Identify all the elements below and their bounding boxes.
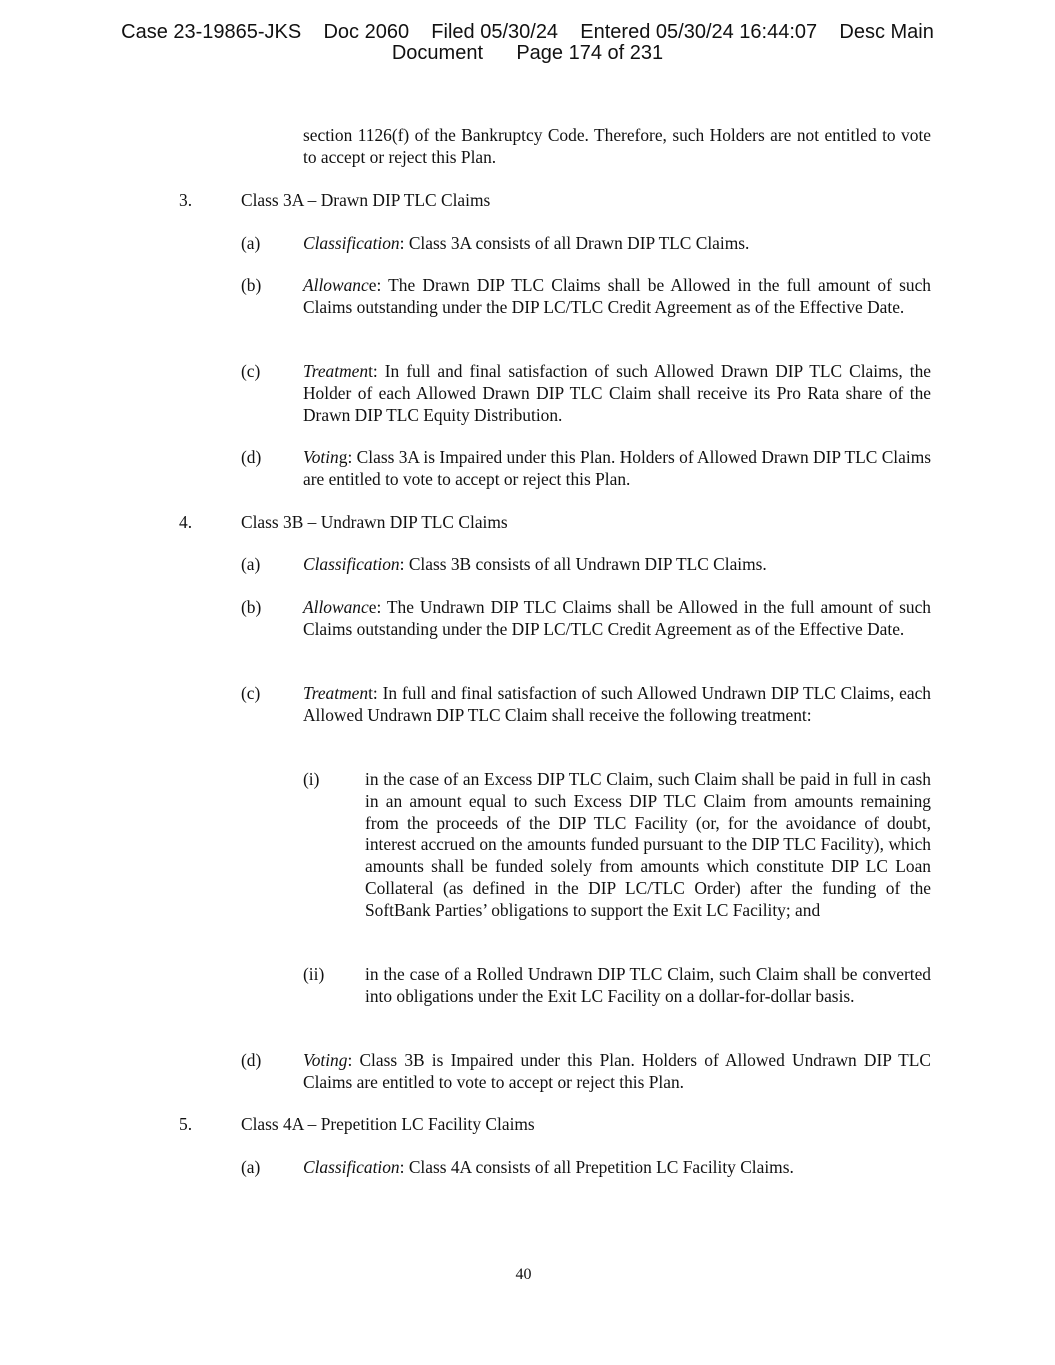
item-lead-tail: t: [368, 683, 373, 703]
item-text: : In full and final satisfaction of such Allowed Undrawn DIP TLC Claims, each Allowed Undrawn DIP TLC Claim shall receive the following treatment:: [303, 683, 931, 725]
item-lead: Votin: [303, 447, 339, 467]
item-marker: (b): [241, 597, 262, 617]
section-title: Class 3B – Undrawn DIP TLC Claims: [241, 512, 508, 532]
item-lead-tail: e: [368, 597, 377, 617]
page-number: 40: [515, 1266, 532, 1283]
subitem-paragraph: in the case of a Rolled Undrawn DIP TLC Claim, such Claim shall be converted into obligations under the Exit LC Facility on a dollar-for-dollar basis.: [365, 964, 931, 1006]
item-text: : Class 4A consists of all Prepetition LC Facility Claims.: [399, 1157, 794, 1177]
intro-paragraph: section 1126(f) of the Bankruptcy Code. Therefore, such Holders are not entitled to vote to accept or reject this Plan.: [303, 125, 931, 167]
item-paragraph: [303, 233, 931, 255]
item-text: : Class 3A is Impaired under this Plan. Holders of Allowed Drawn DIP TLC Claims are entitled to vote to accept or reject this Plan.: [303, 447, 931, 489]
item-lead: Treatmen: [303, 683, 369, 703]
subitem-marker: (ii): [303, 964, 325, 984]
section-number: 3.: [179, 190, 193, 210]
item-text: : The Undrawn DIP TLC Claims shall be Allowed in the full amount of such Claims outstanding under the DIP LC/TLC Credit Agreement as of the Effective Date.: [303, 597, 931, 639]
item-lead-tail: g: [338, 447, 348, 467]
item-paragraph: [303, 683, 931, 727]
item-lead: Classification: [303, 233, 400, 253]
item-marker: (c): [241, 683, 261, 703]
section-title: Class 3A – Drawn DIP TLC Claims: [241, 190, 491, 210]
section-number: 5.: [179, 1114, 193, 1134]
section-title: Class 4A – Prepetition LC Facility Claims: [241, 1114, 535, 1134]
item-paragraph: [303, 1050, 931, 1094]
item-paragraph: [303, 361, 931, 426]
item-lead-tail: t: [368, 361, 373, 381]
item-lead: Allowanc: [303, 275, 369, 295]
item-lead: Voting: [303, 1050, 348, 1070]
item-marker: (c): [241, 361, 261, 381]
item-paragraph: [303, 447, 931, 491]
item-lead: Classification: [303, 1157, 400, 1177]
item-text: : The Drawn DIP TLC Claims shall be Allowed in the full amount of such Claims outstanding under the DIP LC/TLC Credit Agreement as of the Effective Date.: [303, 275, 931, 317]
item-marker: (b): [241, 275, 262, 295]
item-lead: Allowanc: [303, 597, 369, 617]
subitem-paragraph: in the case of an Excess DIP TLC Claim, such Claim shall be paid in full in cash in an amount equal to such Excess DIP TLC Claim from amounts remaining from the proceeds of the DIP TLC Facility (or, for the avoidance of doubt, interest accrued on the amounts funded pursuant to the DIP TLC Facility), which amounts shall be funded solely from amounts which constitute DIP LC Loan Collateral (as defined in the DIP LC/TLC Order) after the funding of the SoftBank Parties’ obligations to support the Exit LC Facility; and: [365, 769, 931, 920]
case-header-line: Case 23-19865-JKS Doc 2060 Filed 05/30/24 Entered 05/30/24 16:44:07 Desc Main: [121, 21, 934, 43]
item-paragraph: [303, 275, 931, 319]
item-marker: (d): [241, 447, 262, 467]
item-lead: Classification: [303, 554, 400, 574]
item-marker: (d): [241, 1050, 262, 1070]
case-header-page: Document Page 174 of 231: [391, 42, 664, 64]
item-paragraph: [303, 1157, 931, 1179]
item-marker: (a): [241, 233, 261, 253]
item-marker: (a): [241, 554, 261, 574]
item-text: : Class 3B consists of all Undrawn DIP TLC Claims.: [399, 554, 767, 574]
item-paragraph: [303, 597, 931, 641]
item-paragraph: [303, 554, 931, 576]
item-text: : In full and final satisfaction of such Allowed Drawn DIP TLC Claims, the Holder of each Allowed Drawn DIP TLC Claim shall receive its Pro Rata share of the Drawn DIP TLC Equity Distribution.: [303, 361, 931, 425]
item-text: : Class 3B is Impaired under this Plan. Holders of Allowed Undrawn DIP TLC Claims are entitled to vote to accept or reject this Plan.: [303, 1050, 931, 1092]
item-lead: Treatmen: [303, 361, 369, 381]
section-number: 4.: [179, 512, 193, 532]
item-lead-tail: e: [368, 275, 377, 295]
subitem-marker: (i): [303, 769, 320, 789]
item-text: : Class 3A consists of all Drawn DIP TLC Claims.: [399, 233, 750, 253]
item-marker: (a): [241, 1157, 261, 1177]
